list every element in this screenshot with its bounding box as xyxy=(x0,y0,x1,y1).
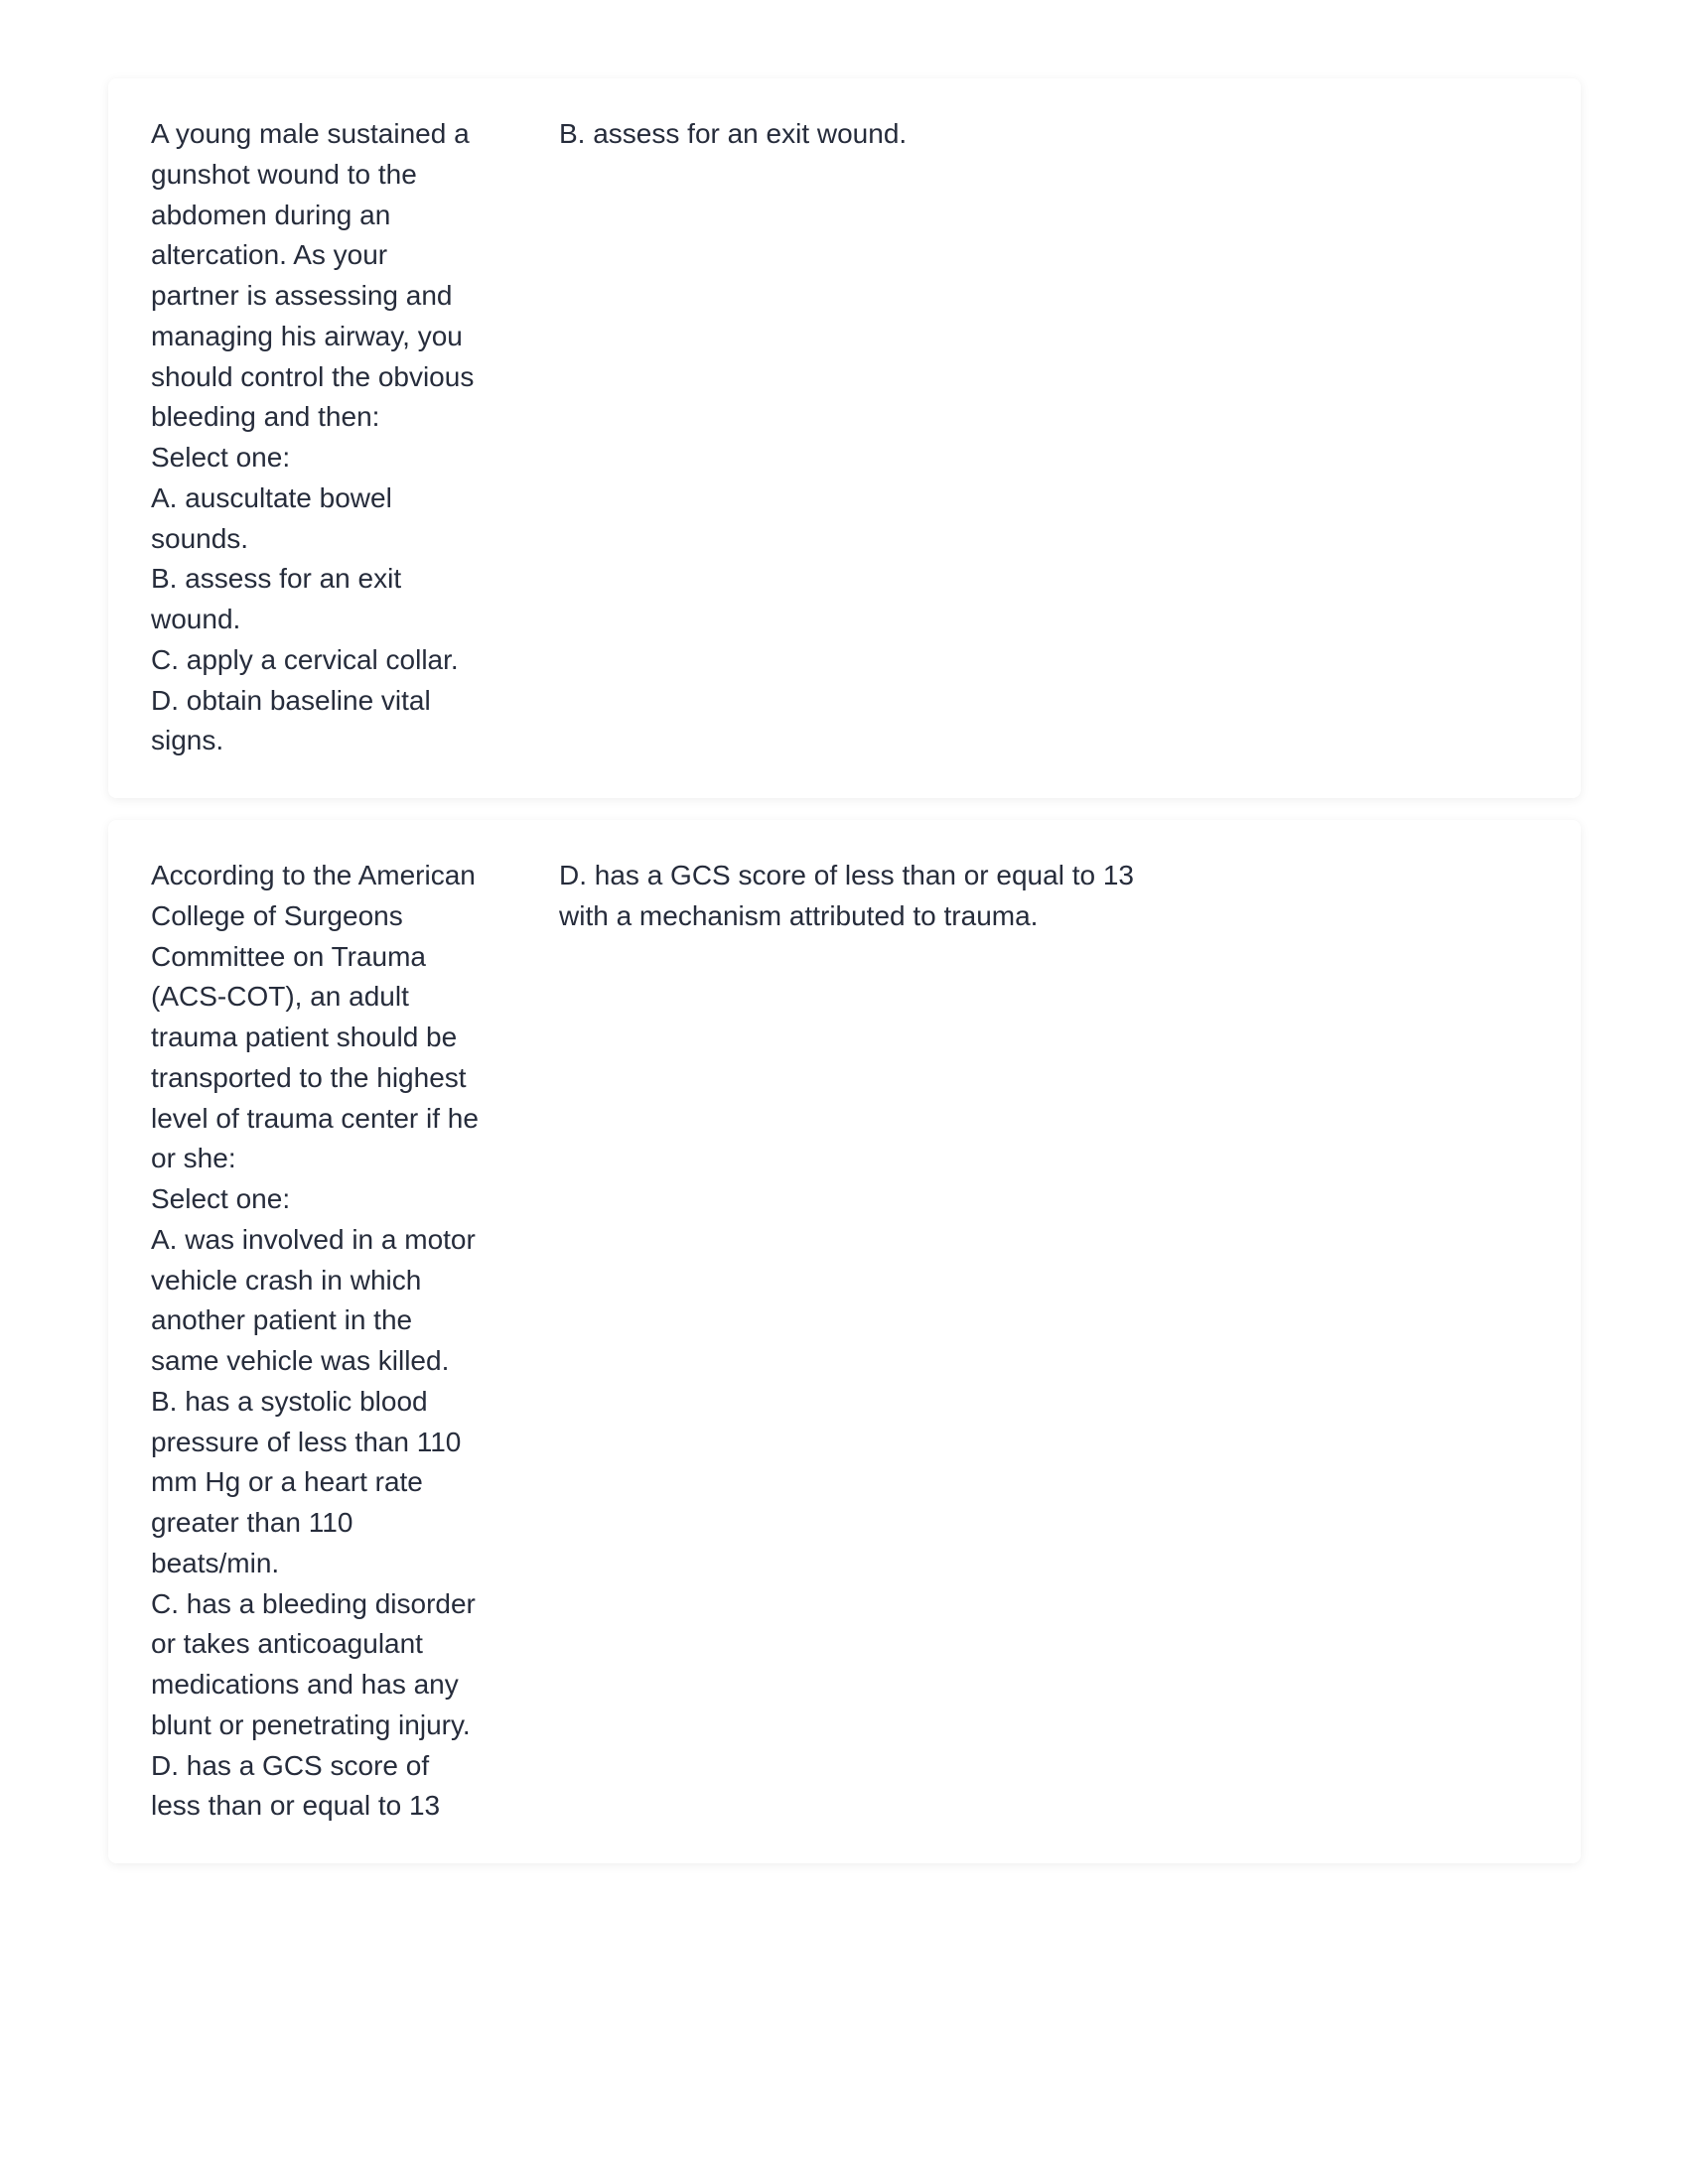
option-c: C. has a bleeding disorder or takes anticoagulant medications and has any blunt or penetrating injury. xyxy=(151,1587,476,1740)
option-a: A. was involved in a motor vehicle crash in which another patient in the same vehicle was killed. xyxy=(151,1223,476,1376)
option-b: B. has a systolic blood pressure of less than 110 mm Hg or a heart rate greater than 110 beats/min. xyxy=(151,1385,462,1578)
flashcard-list xyxy=(108,78,1581,1885)
question-column xyxy=(151,856,479,1827)
answer-text: D. has a GCS score of less than or equal to 13 with a mechanism attributed to trauma. xyxy=(559,860,1134,931)
question-stem: A young male sustained a gunshot wound to the abdomen during an altercation. As your partner is assessing and managing his airway, you should control the obvious bleeding and then: xyxy=(151,118,475,433)
option-d: D. obtain baseline vital signs. xyxy=(151,684,431,756)
option-b: B. assess for an exit wound. xyxy=(151,563,402,634)
question-stem: According to the American College of Surgeons Committee on Trauma (ACS-COT), an adult trauma patient should be transported to the highest level of trauma center if he or she: xyxy=(151,860,479,1174)
flashcard xyxy=(108,820,1581,1863)
option-c: C. apply a cervical collar. xyxy=(151,643,459,675)
option-a: A. auscultate bowel sounds. xyxy=(151,481,392,554)
flashcard xyxy=(108,78,1581,798)
answer-text: B. assess for an exit wound. xyxy=(559,118,908,149)
select-one-label: Select one: xyxy=(151,1183,291,1214)
option-d: D. has a GCS score of less than or equal to 13 xyxy=(151,1749,441,1822)
question-column xyxy=(151,114,479,761)
select-one-label: Select one: xyxy=(151,442,291,473)
